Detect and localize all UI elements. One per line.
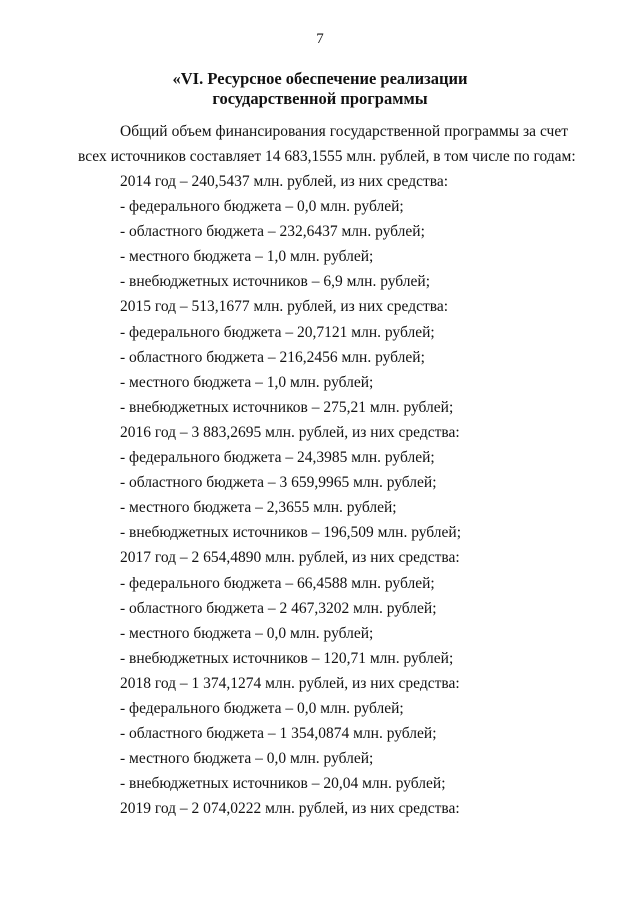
funding-line: - федерального бюджета – 24,3985 млн. рублей;	[120, 449, 435, 467]
funding-line: 2017 год – 2 654,4890 млн. рублей, из них средства:	[120, 549, 460, 567]
funding-line: - внебюджетных источников – 120,71 млн. рублей;	[120, 649, 454, 667]
funding-line: - областного бюджета – 2 467,3202 млн. рублей;	[120, 599, 437, 617]
funding-line: 2019 год – 2 074,0222 млн. рублей, из них средства:	[120, 800, 460, 818]
funding-line: - областного бюджета – 3 659,9965 млн. рублей;	[120, 474, 437, 492]
funding-line: - местного бюджета – 0,0 млн. рублей;	[120, 624, 374, 642]
section-title-line-1: «VI. Ресурсное обеспечение реализации	[172, 69, 468, 88]
intro-paragraph-line-1: Общий объем финансирования государственной программы за счет	[120, 123, 568, 140]
funding-line: - федерального бюджета – 0,0 млн. рублей;	[120, 699, 404, 717]
funding-line: - федерального бюджета – 66,4588 млн. рублей;	[120, 574, 435, 592]
intro-paragraph-line-2: всех источников составляет 14 683,1555 млн. рублей, в том числе по годам:	[78, 148, 576, 165]
funding-line: - внебюджетных источников – 275,21 млн. рублей;	[120, 398, 454, 416]
funding-line: 2015 год – 513,1677 млн. рублей, из них средства:	[120, 298, 449, 316]
funding-line: - местного бюджета – 0,0 млн. рублей;	[120, 750, 374, 768]
funding-line: - областного бюджета – 232,6437 млн. рублей;	[120, 223, 425, 241]
funding-line: - областного бюджета – 216,2456 млн. рублей;	[120, 348, 425, 366]
funding-line: - областного бюджета – 1 354,0874 млн. рублей;	[120, 725, 437, 743]
section-title-line-2: государственной программы	[212, 89, 428, 108]
funding-line: - местного бюджета – 1,0 млн. рублей;	[120, 248, 374, 266]
funding-line: 2018 год – 1 374,1274 млн. рублей, из них средства:	[120, 674, 460, 692]
document-body	[78, 119, 576, 821]
funding-line: - внебюджетных источников – 196,509 млн. рублей;	[120, 524, 462, 542]
funding-line: - федерального бюджета – 20,7121 млн. рублей;	[120, 323, 435, 341]
funding-line: - местного бюджета – 2,3655 млн. рублей;	[120, 499, 397, 517]
funding-line: - федерального бюджета – 0,0 млн. рублей;	[120, 198, 404, 216]
funding-line: 2014 год – 240,5437 млн. рублей, из них средства:	[120, 173, 449, 190]
funding-line: - местного бюджета – 1,0 млн. рублей;	[120, 373, 374, 391]
funding-line: 2016 год – 3 883,2695 млн. рублей, из них средства:	[120, 423, 460, 441]
funding-line: - внебюджетных источников – 20,04 млн. рублей;	[120, 775, 446, 793]
section-title	[0, 69, 640, 109]
page-number: 7	[316, 31, 324, 47]
funding-list	[78, 169, 568, 821]
funding-line: - внебюджетных источников – 6,9 млн. рублей;	[120, 273, 431, 291]
